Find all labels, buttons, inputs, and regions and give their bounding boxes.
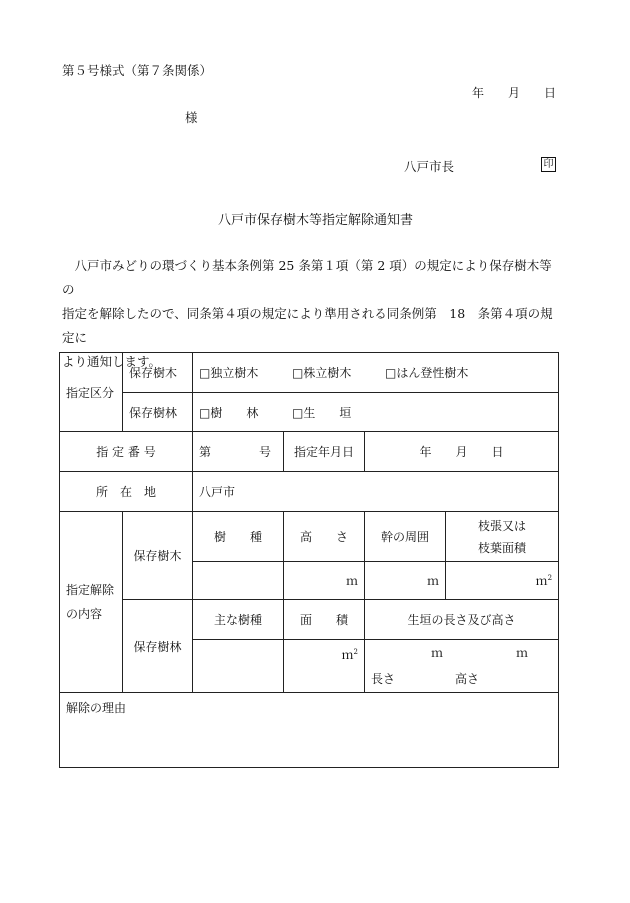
form-number: 第５号様式（第７条関係） xyxy=(62,63,213,78)
crown-spread-line-2: 枝葉面積 xyxy=(478,540,527,555)
col-trunk-circumference: 幹の周囲 xyxy=(365,512,446,562)
tree-detail-label: 保存樹木 xyxy=(123,512,193,600)
unit-m2: ｍ xyxy=(535,574,548,588)
seal-mark: 印 xyxy=(541,157,556,172)
designation-table xyxy=(59,352,559,768)
tree-options[interactable] xyxy=(193,353,559,393)
crown-spread-line-1: 枝張又は xyxy=(478,518,527,533)
document-title: 八戸市保存樹木等指定解除通知書 xyxy=(218,213,414,228)
tree-label: 保存樹木 xyxy=(123,353,193,393)
designation-date-label: 指定年月日 xyxy=(284,432,365,472)
release-content-line-1: 指定解除 xyxy=(66,583,115,597)
option-climbing-tree[interactable]: □はん登性樹木 xyxy=(385,366,469,380)
release-content-label xyxy=(60,512,123,693)
height-input[interactable] xyxy=(284,562,365,600)
release-content-line-2: の内容 xyxy=(66,607,103,621)
unit-m: ｍ xyxy=(345,574,358,588)
body-line-3: より通知します。 xyxy=(62,354,162,369)
col-crown-spread xyxy=(446,512,559,562)
col-species: 樹 種 xyxy=(193,512,284,562)
option-hedge[interactable]: □生 垣 xyxy=(292,405,352,420)
hedge-input[interactable] xyxy=(365,640,559,693)
designation-number-cell[interactable]: 第 号 xyxy=(193,432,284,472)
forest-detail-label: 保存樹林 xyxy=(123,600,193,693)
date-line: 年 月 日 xyxy=(472,86,557,100)
location-label: 所 在 地 xyxy=(60,472,193,512)
col-hedge-size: 生垣の長さ及び高さ xyxy=(365,600,559,640)
option-independent-tree[interactable]: □独立樹木 xyxy=(199,366,259,380)
location-value[interactable]: 八戸市 xyxy=(193,472,559,512)
designation-category-label: 指定区分 xyxy=(60,353,123,432)
unit-m2: ｍ xyxy=(341,648,354,662)
release-reason-field[interactable] xyxy=(60,693,559,768)
body-line-1: 八戸市みどりの環づくり基本条例第 25 条第１項（第 2 項）の規定により保存樹木等の xyxy=(62,258,552,297)
forest-options[interactable] xyxy=(193,393,559,432)
designation-number-label: 指 定 番 号 xyxy=(60,432,193,472)
crown-input[interactable] xyxy=(446,562,559,600)
col-area: 面 積 xyxy=(284,600,365,640)
unit-sq: 2 xyxy=(547,574,553,582)
option-forest[interactable]: □樹 林 xyxy=(199,405,259,420)
trunk-input[interactable] xyxy=(365,562,446,600)
hedge-length-label: 長さ xyxy=(371,672,396,686)
body-line-2: 指定を解除したので、同条第４項の規定により準用される同条例第 18 条第４項の規定に xyxy=(62,306,553,345)
issuer-name: 八戸市長 xyxy=(404,159,455,174)
hedge-height-label: 高さ xyxy=(455,672,480,686)
area-input[interactable] xyxy=(284,640,365,693)
designation-date-cell[interactable]: 年 月 日 xyxy=(365,432,559,472)
forest-label: 保存樹林 xyxy=(123,393,193,432)
main-species-input[interactable] xyxy=(193,640,284,693)
species-input[interactable] xyxy=(193,562,284,600)
hedge-length-unit: ｍ xyxy=(431,646,444,660)
unit-m: ｍ xyxy=(426,574,439,588)
col-height: 高 さ xyxy=(284,512,365,562)
unit-sq: 2 xyxy=(353,648,358,656)
option-clump-tree[interactable]: □株立樹木 xyxy=(292,366,352,380)
col-main-species: 主な樹種 xyxy=(193,600,284,640)
release-reason-label: 解除の理由 xyxy=(66,701,127,715)
addressee-suffix: 様 xyxy=(185,110,198,125)
hedge-height-unit: ｍ xyxy=(516,646,529,660)
